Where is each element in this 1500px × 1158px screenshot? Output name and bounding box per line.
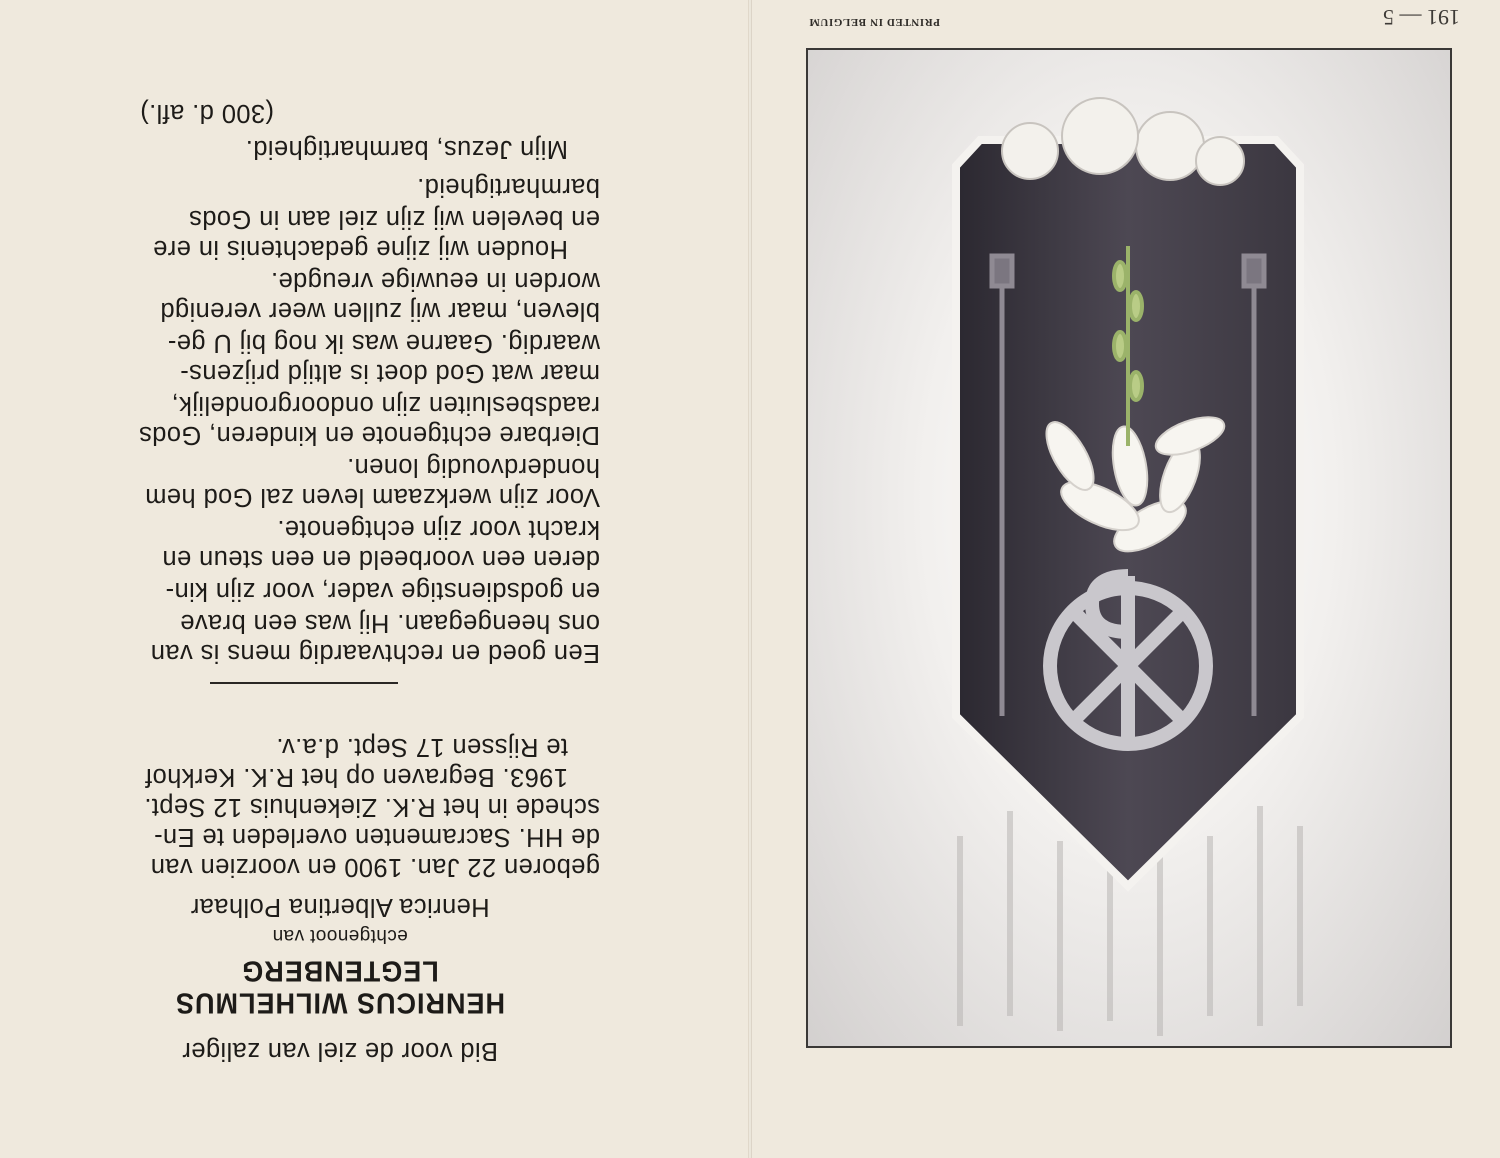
divider-rule xyxy=(210,682,398,684)
body-line: ons heengegaan. Hij was een brave xyxy=(179,609,600,637)
body-line: maar wat God doet is altijd prijzens- xyxy=(179,359,600,387)
spouse-name: Henrica Albertina Polhaar xyxy=(190,893,490,921)
body-line: en godsdienstige vader, voor zijn kin- xyxy=(165,577,600,605)
deceased-name-line1: HENRICUS WILHELMUS xyxy=(175,987,505,1019)
body-line: bleven, maar wij zullen weer verenigd xyxy=(159,297,600,325)
body-line: barmhartigheid. xyxy=(416,173,600,201)
bio-line: schede in het R.K. Ziekenhuis 12 Sept. xyxy=(143,793,600,821)
memorial-illustration-frame xyxy=(806,48,1452,1048)
body-line: Voor zijn werkzaam leven zal God hem xyxy=(144,483,600,511)
spouse-prefix: echtgenoot van xyxy=(272,925,408,946)
body-line: deren een voorbeeld en een steun en xyxy=(162,545,600,573)
bio-line: 1963. Begraven op het R.K. Kerkhof xyxy=(144,763,568,791)
body-line: Dierbare echtgenote en kinderen, Gods xyxy=(138,421,600,449)
card-code: 191 — 5 xyxy=(1383,5,1460,30)
bio-line: te Rijssen 17 Sept. d.a.v. xyxy=(276,733,568,761)
printed-in-note: PRINTED IN BELGIUM xyxy=(808,16,940,28)
prayer-line: Mijn Jezus, barmhartigheid. xyxy=(245,135,568,163)
memorial-illustration xyxy=(808,50,1450,1046)
body-line: honderdvoudig lonen. xyxy=(346,453,600,481)
body-line: kracht voor zijn echtgenote. xyxy=(276,515,600,543)
body-line: worden in eeuwige vreugde. xyxy=(270,267,600,295)
bio-line: geboren 22 Jan. 1900 en voorzien van xyxy=(150,853,600,881)
prayer-heading: Bid voor de ziel van zaliger xyxy=(182,1037,498,1065)
body-line: en bevelen wij zijn ziel aan in Gods xyxy=(188,205,600,233)
body-line: raadsbesluiten zijn ondoorgrondelijk, xyxy=(171,391,600,419)
bio-line: de HH. Sacramenten overleden te En- xyxy=(153,823,600,851)
body-line: Een goed en rechtvaardig mens is van xyxy=(150,639,600,667)
body-line: waardig. Gaarne was ik nog bij U ge- xyxy=(167,329,600,357)
indulgence-note: (300 d. afl.) xyxy=(139,99,274,127)
text-panel xyxy=(80,0,600,1158)
body-line: Houden wij zijne gedachtenis in ere xyxy=(152,235,568,263)
deceased-name-line2: LEGTENBERG xyxy=(241,955,439,987)
card-fold-line xyxy=(748,0,752,1158)
